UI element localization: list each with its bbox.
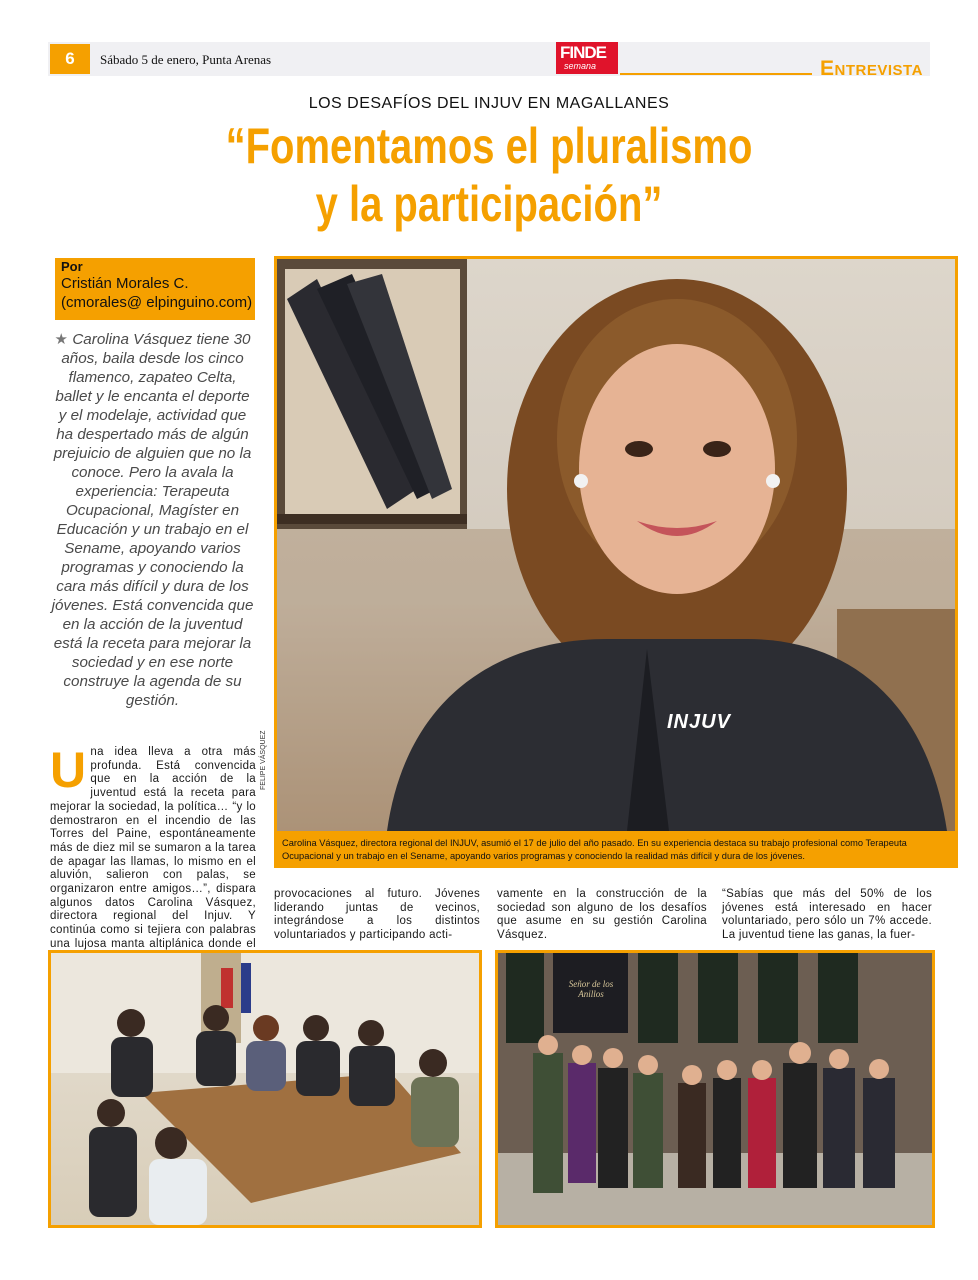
banner-text: Señor de los Anillos	[568, 979, 614, 999]
logo-sub-text: semana	[564, 61, 597, 71]
byline-author: Cristián Morales C. (cmorales@ elpinguino.com)	[61, 275, 253, 311]
main-photo-frame	[274, 256, 958, 868]
headline	[98, 117, 880, 233]
column-2-text: provocaciones al futuro. Jóvenes liderando juntas de vecinos, integrándose a los distintos voluntariados y participando acti-	[274, 888, 480, 942]
logo-top-text: FINDE	[560, 43, 606, 62]
kicker: LOS DESAFÍOS DEL INJUV EN MAGALLANES	[308, 95, 670, 112]
header-rule	[620, 73, 812, 75]
finde-logo	[556, 42, 618, 74]
meeting-photo	[48, 950, 482, 1228]
column-3-text: vamente en la construcción de la sociedad son alguno de los desafíos que asume en su gestión Carolina Vásquez.	[497, 888, 707, 942]
body-column-2	[274, 888, 480, 944]
jacket-injuv-logo: INJUV	[667, 711, 731, 733]
body-column-3	[497, 888, 707, 944]
costume-group-photo	[495, 950, 935, 1228]
body-column-4	[722, 888, 932, 944]
main-photo-caption: Carolina Vásquez, directora regional del INJUV, asumió el 17 de julio del año pasado. En su experiencia destaca su trabajo profesional como Terapeuta Ocupacional y un trabajo en el Sename, apoyando varios programas y conociendo la realidad más difícil y dura de los jóvenes.	[282, 838, 907, 861]
star-icon: ★	[54, 331, 73, 348]
drop-cap: U	[50, 742, 87, 798]
page-number: 6	[50, 44, 90, 74]
portrait-illustration	[277, 259, 955, 831]
column-4-text: “Sabías que más del 50% de los jóvenes está interesado en hacer voluntariado, pero sólo un 7% accede. La juventud tiene las ganas, la fuer-	[722, 888, 932, 942]
photo-credit: FELIPE VÁSQUEZ	[260, 730, 267, 790]
meeting-illustration	[51, 953, 479, 1225]
body-column-1	[50, 742, 256, 950]
column-1-text: na idea lleva a otra más profunda. Está convencida que en la acción de la juventud está la receta para mejorar la sociedad, la política… “y lo demostraron en el incendio de las Torres del Paine, espontáneamente más de diez mil se sumaron a la tarea de apagar las llamas, lo mismo en el aluvión, salieron con palas, se organizaron entre amigos…”, dispara algunos datos Carolina Vásquez, directora regional del Injuv. Y continúa como si tejiera con palabras una lujosa manta altiplánica donde el	[50, 746, 256, 950]
headline-line-2: y la participación”	[315, 176, 663, 232]
intro-paragraph	[50, 330, 255, 710]
headline-line-1: “Fomentamos el pluralismo	[225, 118, 753, 174]
byline-box	[55, 258, 255, 320]
section-label: Entrevista	[820, 57, 923, 80]
intro-text: Carolina Vásquez tiene 30 años, baila desde los cinco flamenco, zapateo Celta, ballet y le encanta el deporte y el modelaje, actividad que ha despertado más de algún prejuicio de alguien que no la conoce. Pero la avala la experiencia: Terapeuta Ocupacional, Magíster en Educación y un trabajo en el Sename, apoyando varios programas y conociendo la cara más difícil y dura de los jóvenes. Está convencida que en la acción de la juventud está la receta para mejorar la sociedad y en ese norte construye la agenda de su gestión.	[51, 331, 254, 709]
dateline: Sábado 5 de enero, Punta Arenas	[100, 52, 272, 67]
main-photo	[277, 259, 955, 831]
byline-label: Por	[61, 259, 83, 274]
